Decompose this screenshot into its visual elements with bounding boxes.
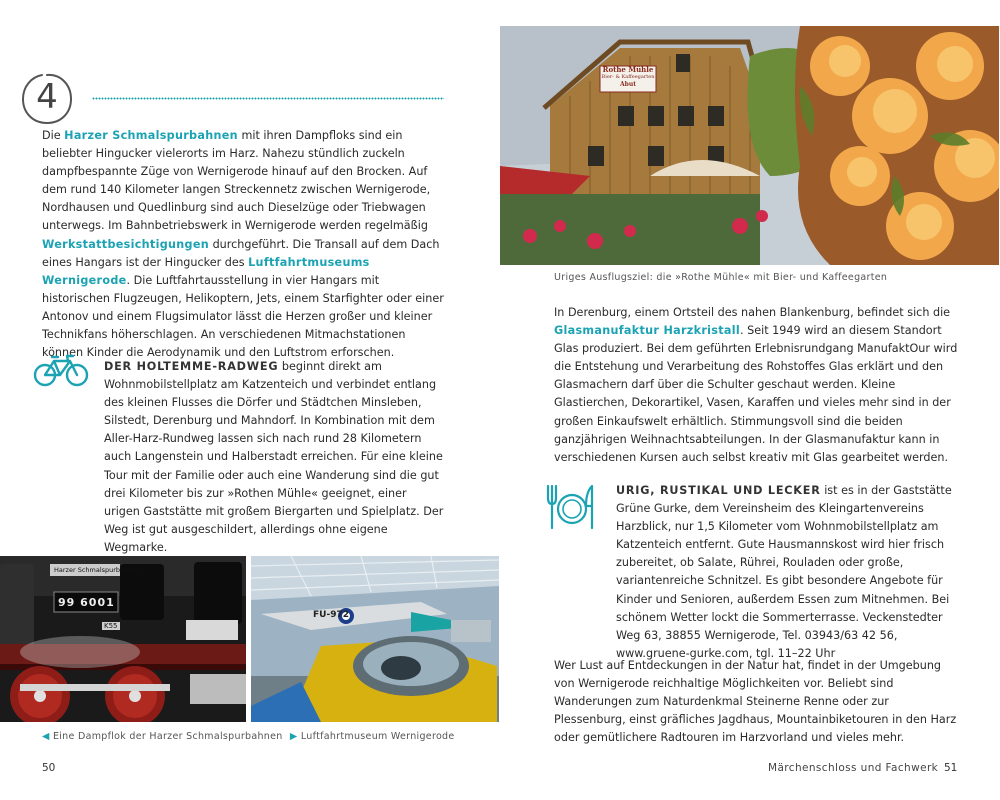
sign-line-2: Bier- & Kaffeegarten — [601, 73, 655, 80]
intro-paragraph: Die Harzer Schmalspurbahnen mit ihren Dampfloks sind ein beliebter Hingucker vielerorts im Harz. Nahezu stündlich zuckeln dampfbespannte Züge von Wernigerode hinauf auf den Brocken. Auf dem rund 140 Kilometer langen Streckennetz zwischen Wernigerode, Nordhausen und Quedlinburg sind auch Dieselzüge oder Triebwagen unterwegs. Im Bahnbetriebswerk in Wernigerode werden regelmäßig Werkstattbesichtigungen durchgeführt. Die Transall auf dem Dach eines Hangars ist der Hingucker des Luftfahrtmuseums Wernigerode. Die Luftfahrtausstellung in vier Hangars mit historischen Flugzeugen, Helikoptern, Jets, einem Starfighter oder einer Antonov und einem Flugsimulator lässt die Herzen großer und kleiner Technikfans höherschlagen. An verschiedenen Mitmachstationen können Kinder die Aerodynamik und den Luftstrom erforschen. — [42, 129, 444, 360]
chapter-badge — [20, 72, 74, 126]
derenburg-paragraph: In Derenburg, einem Ortsteil des nahen Blankenburg, befindet sich die Glasmanufaktur Harzkristall. Seit 1949 wird an diesem Standort Glas produziert. Bei dem geführten Erlebnisrundgang ManufaktOur wird die Entstehung und Verarbeitung des Rohstoffes Glas erklärt und den Glasmachern darf über die Schulter geschaut werden. Kleine Glastierchen, Dekorartikel, Vasen, Karaffen und vieles mehr sind in der großen Einkaufswelt erhältlich. Stimmungsvoll sind die beiden ganzjährigen Weihnachtsabteilungen. In der Glasmanufaktur kann in verschiedenen Kursen auch selbst kreativ mit Glas gearbeitet werden. — [554, 306, 958, 464]
chapter-rule — [92, 96, 444, 101]
radweg-lead: DER HOLTEMME-RADWEG — [104, 360, 279, 373]
link-werkstattbesichtigungen[interactable]: Werkstattbesichtigungen — [42, 237, 210, 251]
loco-sign: Harzer Schmalspurbahnen — [54, 566, 141, 574]
bicycle-icon — [32, 352, 90, 388]
loco-plate: K55 — [104, 622, 118, 630]
photo-aviation-museum — [251, 556, 499, 722]
caption-aviation-museum: Luftfahrtmuseum Wernigerode — [300, 731, 455, 742]
sign-line-1: Rothe Mühle — [602, 65, 654, 74]
gruene-gurke-paragraph: URIG, RUSTIKAL UND LECKER ist es in der Gaststätte Grüne Gurke, dem Vereinsheim des Kleingartenvereins Harzblick, nur 1,5 Kilometer vom Wohnmobilstellplatz am Katzenteich entfernt. Gute Hausmannskost wird hier frisch zubereitet, ob Salate, Rührei, Rouladen oder große, variantenreiche Schnitzel. Es gibt besondere Angebote für Kinder und Senioren, außerdem Essen zum Mitnehmen. Bei schönem Wetter lockt die Sommerterrasse. Veckenstedter Weg 63, 38855 Wernigerode, Tel. 03943/63 42 56, www.gruene-gurke.com, tgl. 11–22 Uhr — [616, 484, 952, 660]
rothe-muehle-sign — [600, 66, 656, 92]
cutlery-plate-icon — [544, 484, 598, 530]
caption-rothe-muehle: Uriges Ausflugsziel: die »Rothe Mühle« mit Bier- und Kaffeegarten — [554, 272, 888, 283]
link-luftfahrtmuseum[interactable]: Luftfahrtmuseums Wernigerode — [42, 255, 370, 287]
loco-number: 99 6001 — [58, 596, 115, 609]
sign-line-3: Abut — [620, 81, 636, 88]
link-harzer-schmalspurbahnen[interactable]: Harzer Schmalspurbahnen — [64, 129, 238, 142]
triangle-right-icon: ▶ — [289, 731, 298, 742]
caption-steam-locomotive: Eine Dampflok der Harzer Schmalspurbahnen — [52, 731, 283, 742]
photo-rothe-muehle — [500, 26, 999, 265]
natur-paragraph: Wer Lust auf Entdeckungen in der Natur hat, findet in der Umgebung von Wernigerode reichhaltige Möglichkeiten vor. Beliebt sind Wanderungen zum Naturdenkmal Steinerne Renne oder zur Plessenburg, einst gräfliches Jagdhaus, Mountainbiketouren in den Harz oder gemütlichere Radtouren im Harzvorland und vieles mehr. — [554, 659, 957, 745]
gurke-lead: URIG, RUSTIKAL UND LECKER — [616, 484, 821, 497]
plane-code: FU-972 — [313, 610, 349, 620]
page-number-left: 50 — [42, 762, 56, 774]
radweg-paragraph: DER HOLTEMME-RADWEG beginnt direkt am Wohnmobilstellplatz am Katzenteich und verbindet entlang des kleinen Flusses die Dörfer und Städtchen Minsleben, Silstedt, Derenburg und Mahndorf. In Kombination mit dem Aller-Harz-Rundweg lassen sich nach rund 28 Kilometern auch Langenstein und Halberstadt erreichen. Für eine kleine Tour mit der Familie oder auch eine Wanderung sind die gut drei Kilometer bis zur »Rothen Mühle« geeignet, einer urigen Gaststätte mit großem Biergarten und Spielplatz. Der Weg ist gut ausgeschildert, allerdings ohne eigene Wegmarke. — [104, 360, 444, 554]
link-glasmanufaktur-harzkristall[interactable]: Glasmanufaktur Harzkristall — [554, 324, 741, 338]
page-number-right: 51 — [944, 762, 958, 774]
running-title: Märchenschloss und Fachwerk — [768, 762, 939, 774]
chapter-number: 4 — [36, 77, 58, 117]
photo-captions-left — [42, 731, 482, 742]
triangle-left-icon: ◀ — [42, 731, 50, 742]
photo-steam-locomotive — [0, 556, 246, 722]
